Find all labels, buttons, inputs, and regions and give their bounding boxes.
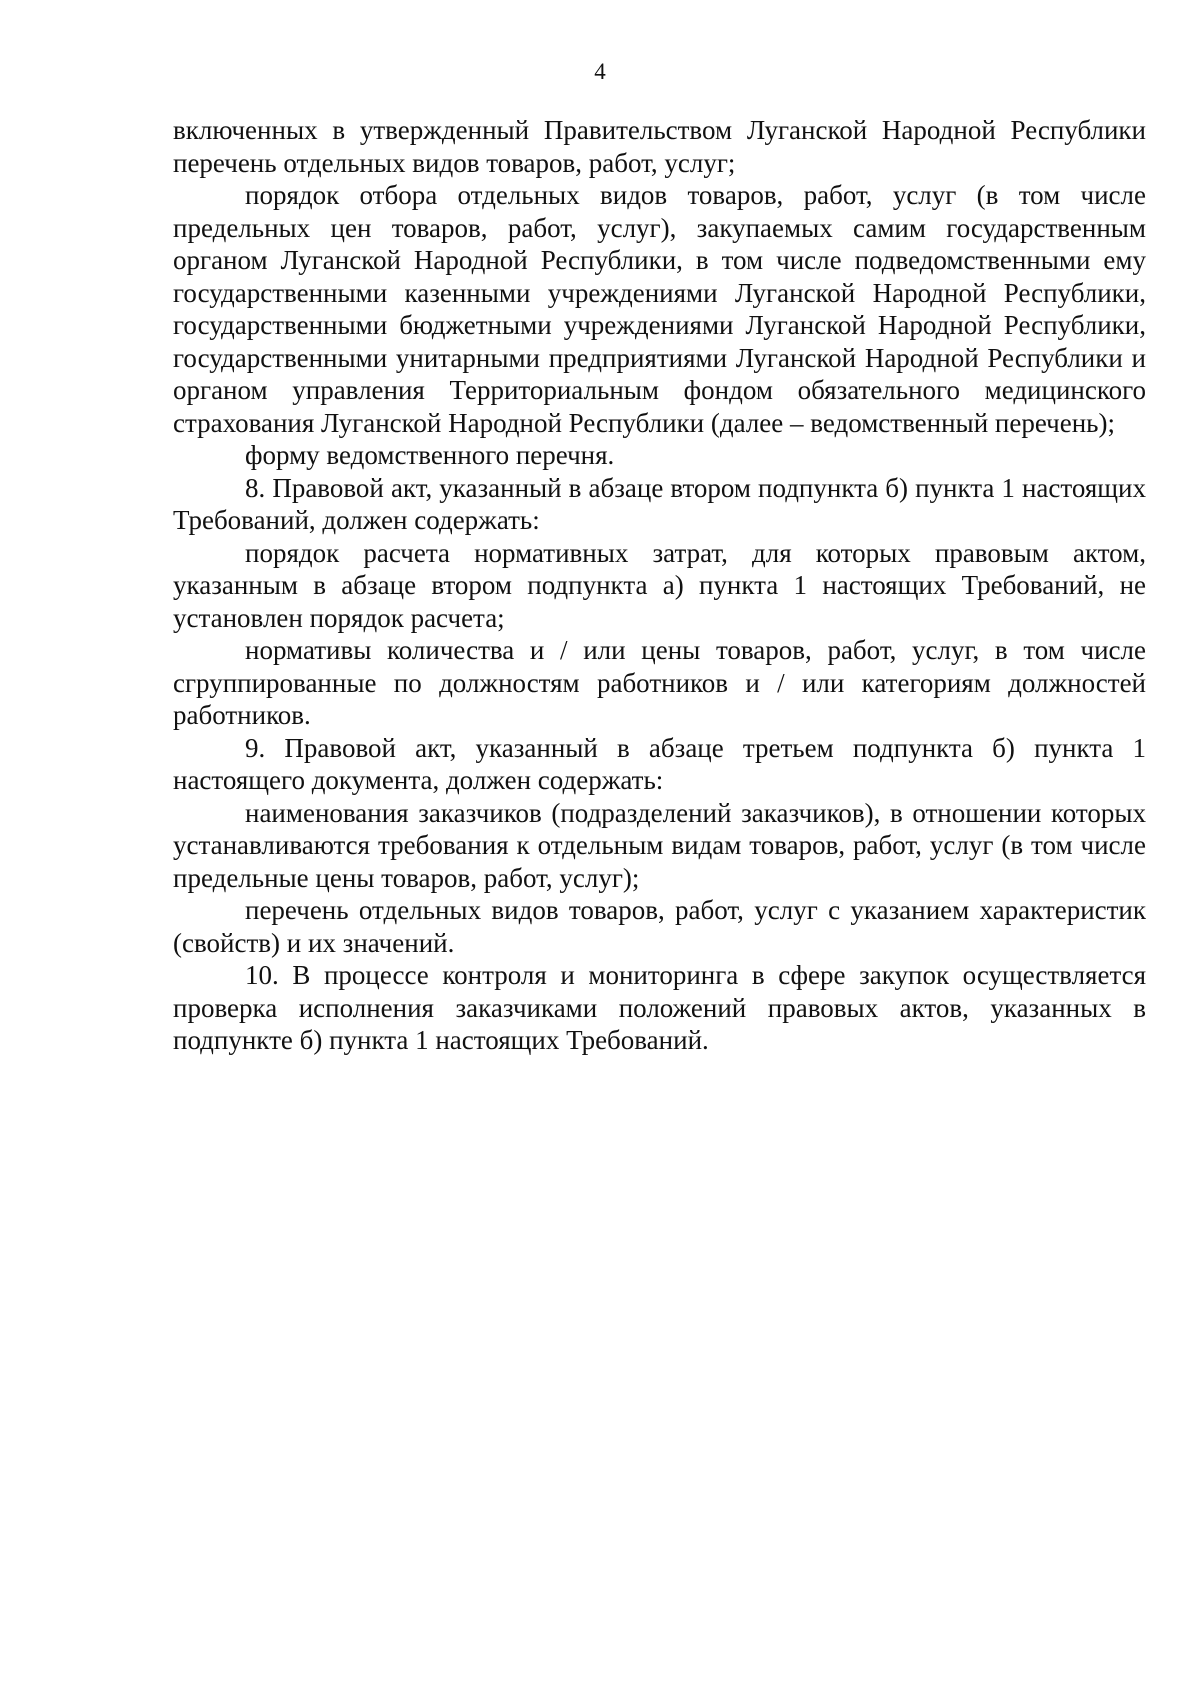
paragraph-continuation: включенных в утвержденный Правительством Луганской Народной Республики перечень отдельных видов товаров, работ, услуг; bbox=[173, 115, 1146, 178]
paragraph-norms: нормативы количества и / или цены товаров, работ, услуг, в том числе сгруппированные по должностям работников и / или категориям должностей работников. bbox=[173, 635, 1146, 730]
paragraph-item-9: 9. Правовой акт, указанный в абзаце третьем подпункта б) пункта 1 настоящего документа, должен содержать: bbox=[173, 732, 1146, 795]
paragraph-customer-names: наименования заказчиков (подразделений заказчиков), в отношении которых устанавливаются требования к отдельным видам товаров, работ, услуг (в том числе предельные цены товаров, работ, услуг); bbox=[173, 797, 1146, 893]
page-number: 4 bbox=[594, 59, 606, 84]
paragraph-item-10: 10. В процессе контроля и мониторинга в сфере закупок осуществляется проверка исполнения заказчиками положений правовых актов, указанных в подпункте б) пункта 1 настоящих Требований. bbox=[173, 960, 1146, 1055]
paragraph-goods-list: перечень отдельных видов товаров, работ, услуг с указанием характеристик (свойств) и их значений. bbox=[173, 895, 1146, 958]
document-body bbox=[173, 114, 1146, 1057]
paragraph-selection-procedure: порядок отбора отдельных видов товаров, работ, услуг (в том числе предельных цен товаров, работ, услуг), закупаемых самим государственным органом Луганской Народной Республики, в том числе подведомственными ему государственными казенными учреждениями Луганской Народной Республики, государственными бюджетными учреждениями Луганской Народной Республики, государственными унитарными предприятиями Луганской Народной Республики и органом управления Территориальным фондом обязательного медицинского страхования Луганской Народной Республики (далее – ведомственный перечень); bbox=[173, 180, 1146, 438]
paragraph-cost-calculation: порядок расчета нормативных затрат, для которых правовым актом, указанным в абзаце втором подпункта а) пункта 1 настоящих Требований, не установлен порядок расчета; bbox=[173, 537, 1146, 633]
paragraph-list-form: форму ведомственного перечня. bbox=[245, 440, 615, 470]
paragraph-item-8: 8. Правовой акт, указанный в абзаце втором подпункта б) пункта 1 настоящих Требований, должен содержать: bbox=[173, 472, 1146, 535]
